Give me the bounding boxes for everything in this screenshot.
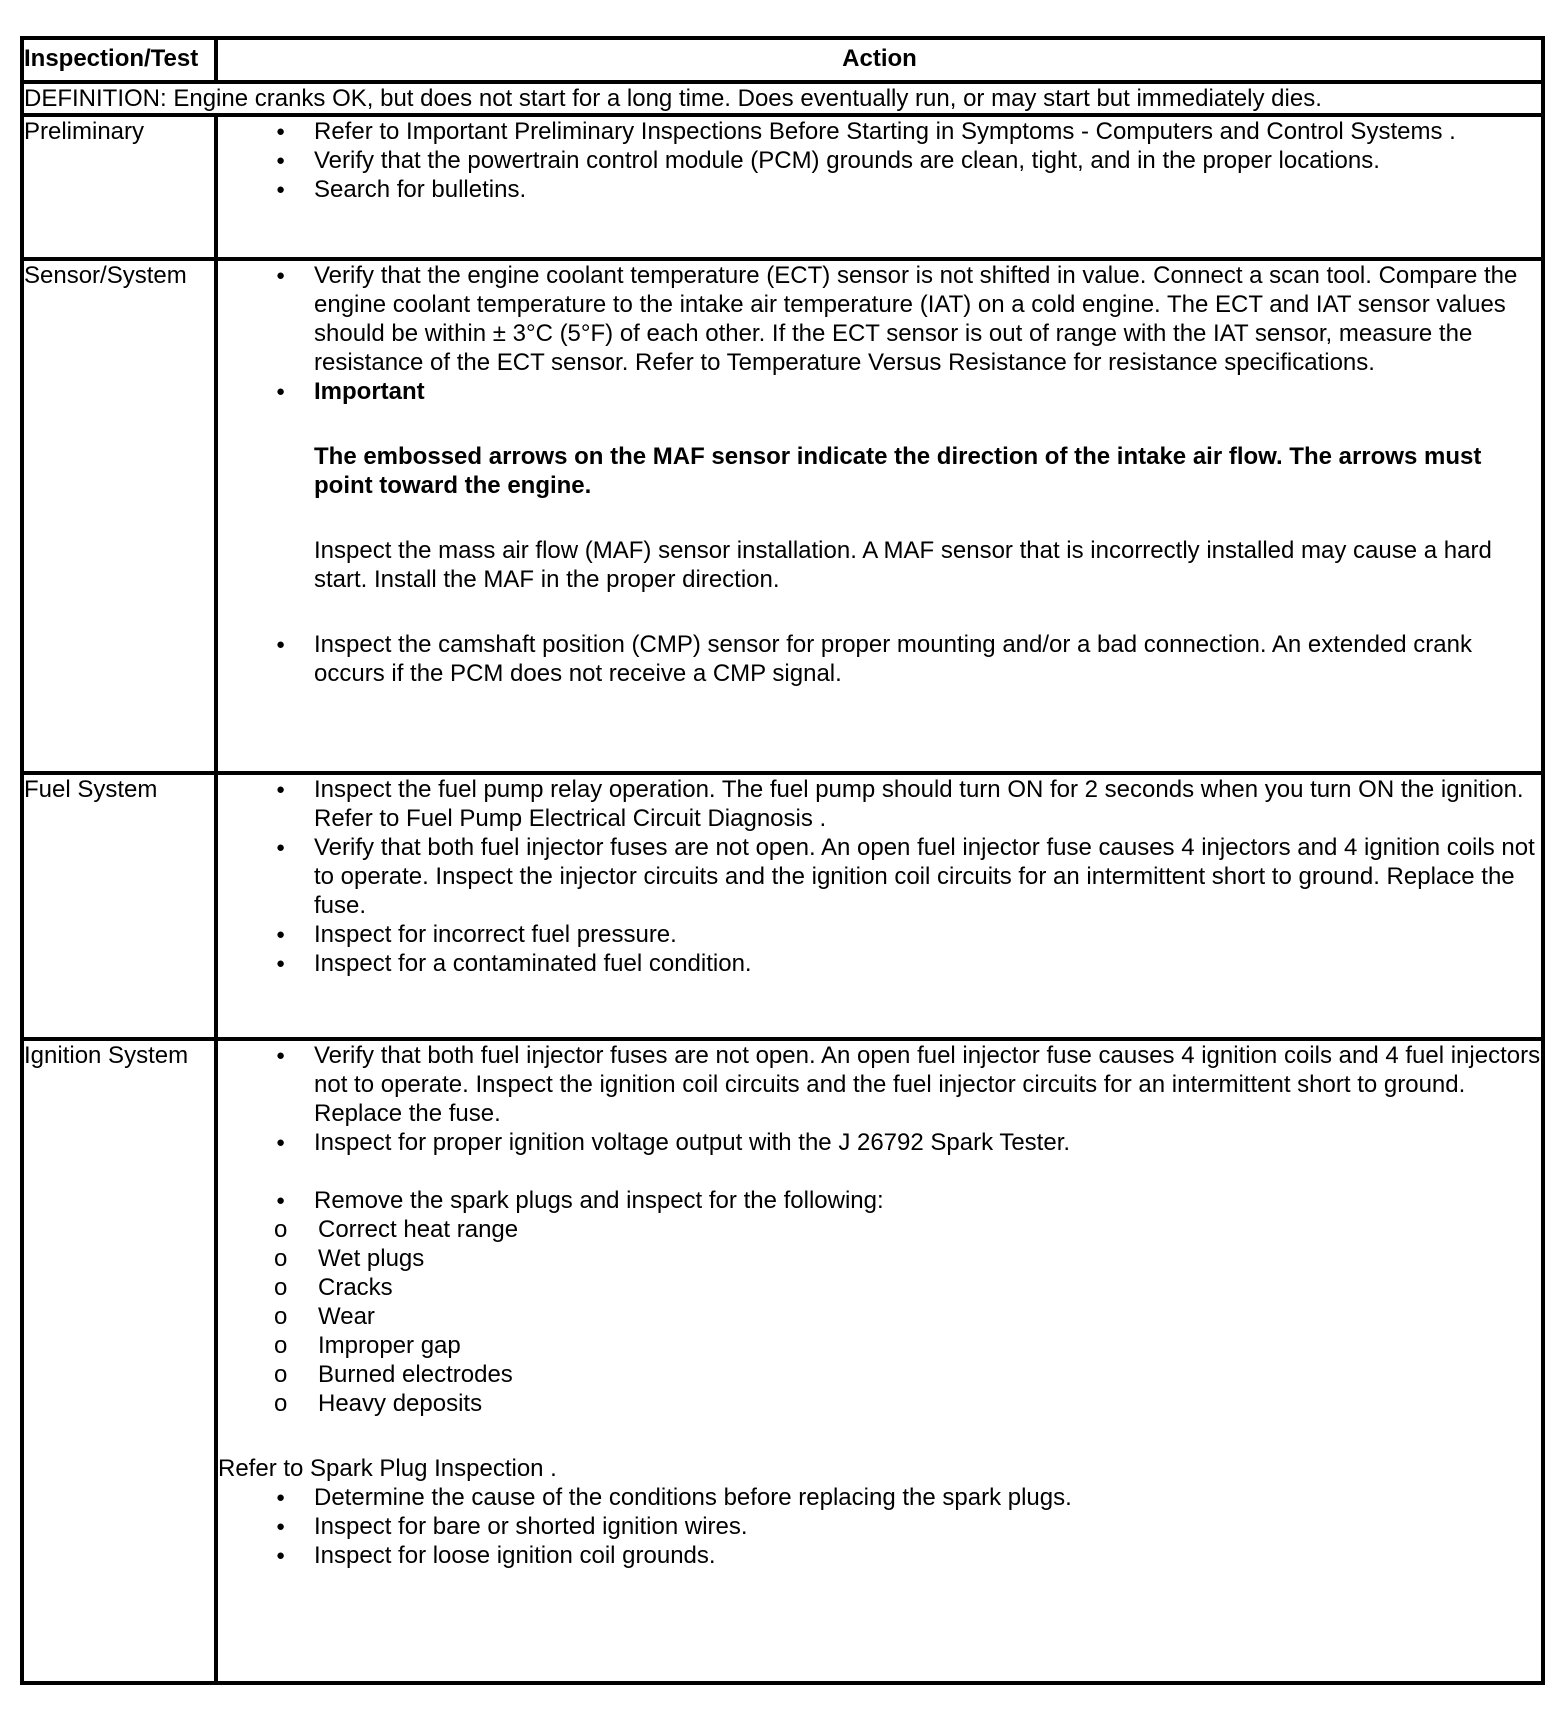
sub-list-item: o Burned electrodes bbox=[218, 1360, 1541, 1389]
important-label: ● Important bbox=[314, 378, 425, 405]
row-label-sensor-system: Sensor/System bbox=[22, 259, 216, 773]
list-item: ● Refer to Important Preliminary Inspections Before Starting in Symptoms - Computers and Control Systems . bbox=[218, 117, 1541, 146]
important-note: The embossed arrows on the MAF sensor indicate the direction of the intake air flow. The arrows must point toward the engine. bbox=[314, 443, 1482, 499]
list-item-important bbox=[218, 377, 1541, 594]
spark-plug-instruction: ● Remove the spark plugs and inspect for the following: bbox=[314, 1187, 884, 1214]
list-item: ● Inspect the fuel pump relay operation. The fuel pump should turn ON for 2 seconds when you turn ON the ignition. Refer to Fuel Pump Electrical Circuit Diagnosis . bbox=[218, 775, 1541, 833]
row-label-fuel-system: Fuel System bbox=[22, 773, 216, 1039]
definition-row bbox=[22, 82, 1543, 115]
list-item: ● Inspect for incorrect fuel pressure. bbox=[218, 920, 1541, 949]
row-label-ignition-system: Ignition System bbox=[22, 1039, 216, 1683]
sub-list-item: o Improper gap bbox=[218, 1331, 1541, 1360]
table-row bbox=[22, 773, 1543, 1039]
list-item: ● Verify that both fuel injector fuses are not open. An open fuel injector fuse causes 4 injectors and 4 ignition coils not to operate. Inspect the injector circuits and the ignition coil circuits for an intermittent short to ground. Replace the fuse. bbox=[218, 833, 1541, 920]
table-row bbox=[22, 259, 1543, 773]
sub-list-item: o Wear bbox=[218, 1302, 1541, 1331]
list-item: ● Verify that the powertrain control module (PCM) grounds are clean, tight, and in the proper locations. bbox=[218, 146, 1541, 175]
header-inspection-test: Inspection/Test bbox=[22, 38, 216, 82]
list-item: ● Inspect for proper ignition voltage output with the J 26792 Spark Tester. bbox=[218, 1128, 1541, 1157]
list-item: ● Inspect for loose ignition coil grounds. bbox=[218, 1541, 1541, 1570]
spark-plug-reference: Refer to Spark Plug Inspection . bbox=[218, 1455, 557, 1482]
row-action-sensor-system bbox=[216, 259, 1543, 773]
table-row bbox=[22, 115, 1543, 259]
list-item: ● Inspect the camshaft position (CMP) sensor for proper mounting and/or a bad connection. An extended crank occurs if the PCM does not receive a CMP signal. bbox=[218, 630, 1541, 688]
list-item: ● Verify that both fuel injector fuses are not open. An open fuel injector fuse causes 4 ignition coils and 4 fuel injectors not to operate. Inspect the ignition coil circuits and the fuel injector circuits for an intermittent short to ground. Replace the fuse. bbox=[218, 1041, 1541, 1128]
preliminary-list bbox=[218, 117, 1541, 204]
ignition-list-continued bbox=[218, 1483, 1541, 1570]
definition-text: DEFINITION: Engine cranks OK, but does not start for a long time. Does eventually run, or may start but immediately dies. bbox=[22, 82, 1543, 115]
row-label-preliminary: Preliminary bbox=[22, 115, 216, 259]
list-item: ● Inspect for bare or shorted ignition wires. bbox=[218, 1512, 1541, 1541]
table-row bbox=[22, 1039, 1543, 1683]
spark-plug-sublist bbox=[218, 1215, 1541, 1418]
sensor-list bbox=[218, 261, 1541, 688]
list-item: ● Search for bulletins. bbox=[218, 175, 1541, 204]
header-row bbox=[22, 38, 1543, 82]
sub-list-item: o Correct heat range bbox=[218, 1215, 1541, 1244]
sub-list-item: o Cracks bbox=[218, 1273, 1541, 1302]
header-action: Action bbox=[216, 38, 1543, 82]
row-action-preliminary bbox=[216, 115, 1543, 259]
list-item: ● Verify that the engine coolant temperature (ECT) sensor is not shifted in value. Connect a scan tool. Compare the engine coolant temperature to the intake air temperature (IAT) on a cold engine. The ECT and IAT sensor values should be within ± 3°C (5°F) of each other. If the ECT sensor is out of range with the IAT sensor, measure the resistance of the ECT sensor. Refer to Temperature Versus Resistance for resistance specifications. bbox=[218, 261, 1541, 377]
fuel-list bbox=[218, 775, 1541, 978]
sub-list-item: o Wet plugs bbox=[218, 1244, 1541, 1273]
list-item-spark-plugs bbox=[218, 1186, 1541, 1215]
list-item: ● Inspect for a contaminated fuel condition. bbox=[218, 949, 1541, 978]
ignition-list bbox=[218, 1041, 1541, 1215]
diagnostic-table bbox=[20, 36, 1545, 1685]
row-action-fuel-system bbox=[216, 773, 1543, 1039]
list-item: ● Determine the cause of the conditions before replacing the spark plugs. bbox=[218, 1483, 1541, 1512]
maf-instruction: Inspect the mass air flow (MAF) sensor installation. A MAF sensor that is incorrectly installed may cause a hard start. Install the MAF in the proper direction. bbox=[314, 537, 1492, 593]
row-action-ignition-system bbox=[216, 1039, 1543, 1683]
sub-list-item: o Heavy deposits bbox=[218, 1389, 1541, 1418]
